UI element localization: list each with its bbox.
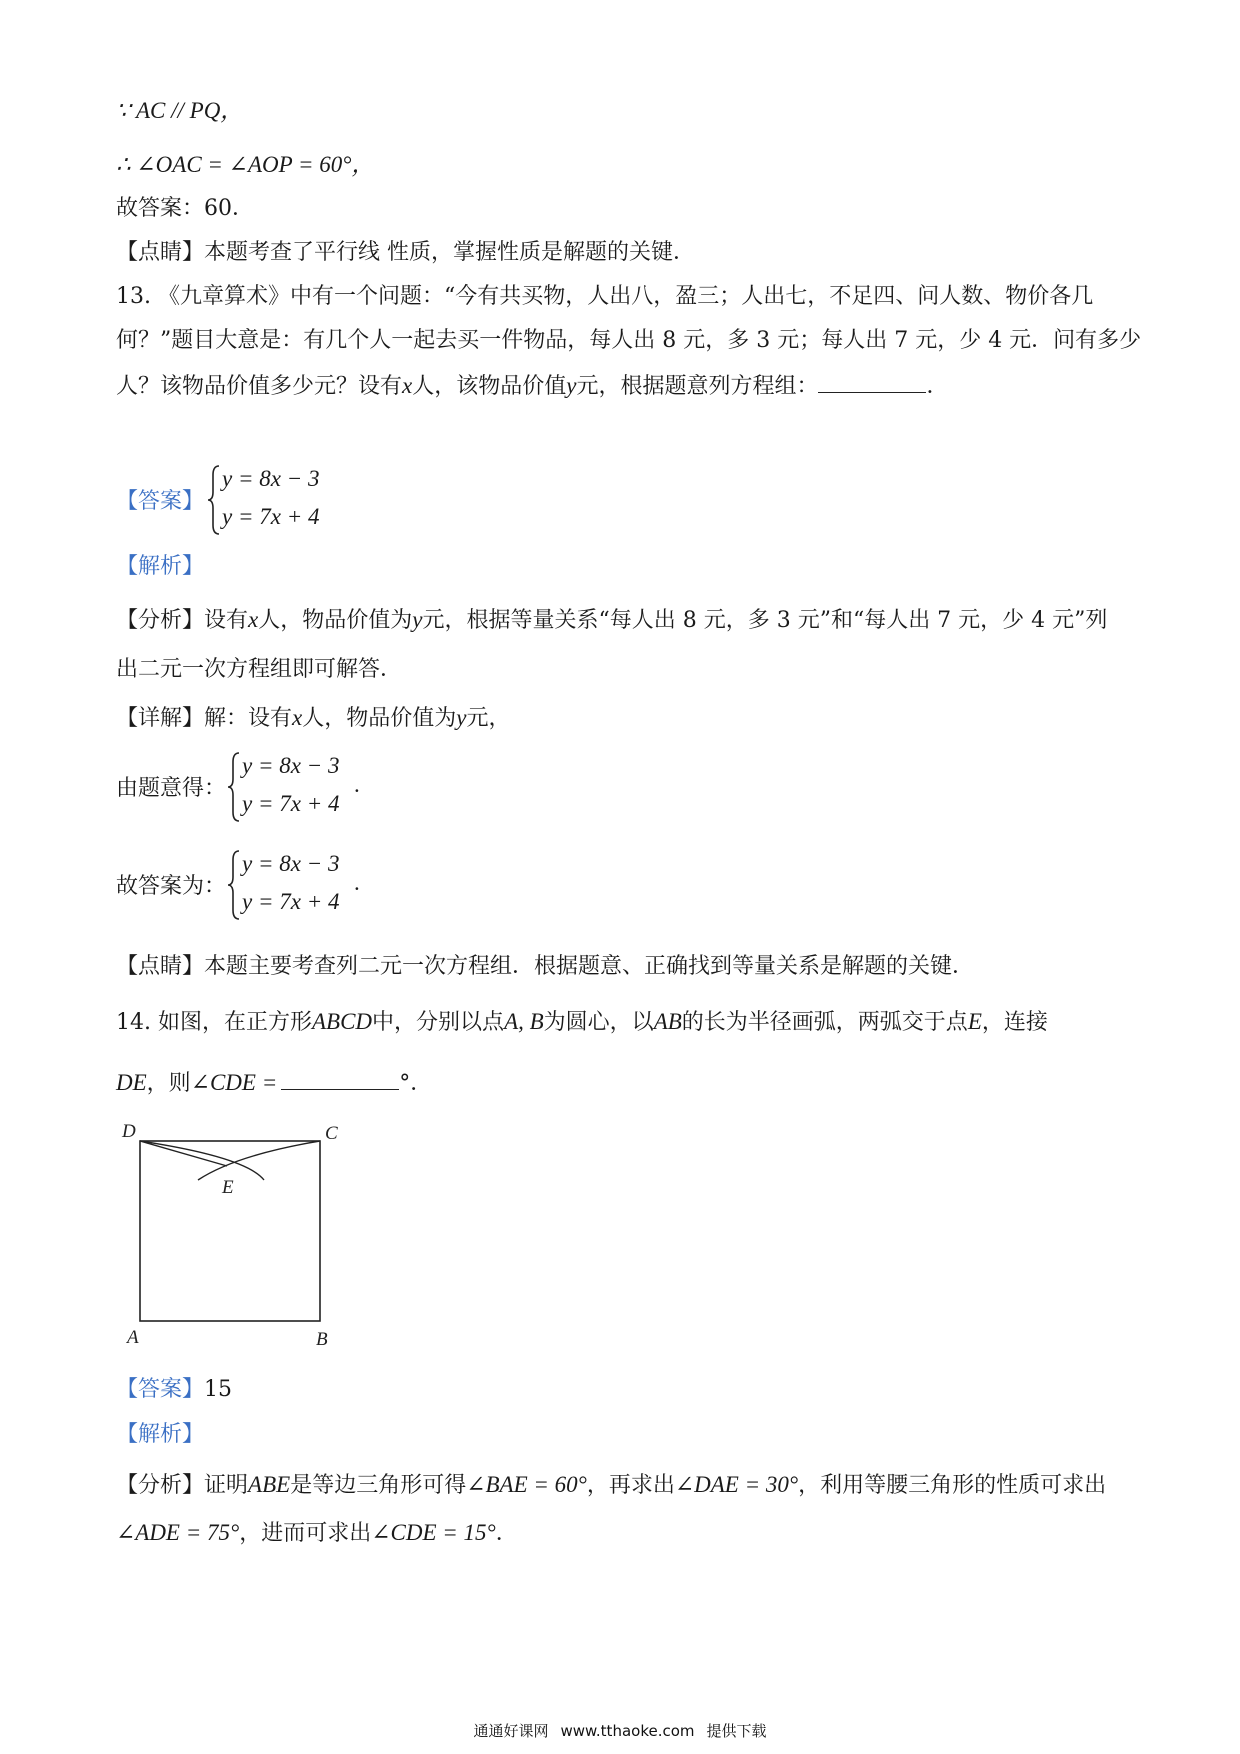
answer-tag-13: 【答案】 <box>116 489 205 514</box>
analysis-tag-14: 【解析】 <box>116 1422 205 1447</box>
xj13-line: 【详解】解：设有x人，物品价值为y元， <box>116 705 511 731</box>
equation-2: y = 7x + 4 <box>222 504 320 529</box>
equation-system-3 <box>226 848 376 922</box>
label-d: D <box>122 1121 136 1142</box>
fx14-line-2: ∠ADE = 75°，进而可求出∠CDE = 15°． <box>116 1520 518 1546</box>
square-figure <box>116 1115 356 1355</box>
analysis-tag-13: 【解析】 <box>116 554 205 579</box>
answer-blank-14 <box>281 1067 399 1090</box>
page-footer <box>0 1720 1240 1741</box>
period: . <box>354 870 360 895</box>
label-e: E <box>222 1177 234 1198</box>
brace-icon <box>226 750 242 824</box>
equation-1: y = 8x − 3 <box>222 466 320 491</box>
segment-de <box>140 1141 227 1166</box>
fx13-line-1: 【分析】设有x人，物品价值为y元，根据等量关系“每人出 8 元，多 3 元”和“每人出 7 元，少 4 元”列 <box>116 607 1108 633</box>
q13-line-2: 何？”题目大意是：有几个人一起去买一件物品，每人出 8 元，多 3 元；每人出 7 元，少 4 元．问有多少 <box>116 328 1142 353</box>
q13-line-1: 13. 《九章算术》中有一个问题：“今有共买物，人出八，盈三；人出七，不足四、问人数、物价各几 <box>116 284 1094 309</box>
system-lead-2: 故答案为： <box>116 874 227 899</box>
equation-1: y = 8x − 3 <box>242 753 340 778</box>
answer-line: 故答案：60． <box>116 196 254 221</box>
answer-14: 【答案】15 <box>116 1377 233 1402</box>
brace-icon <box>206 463 222 537</box>
equation-1: y = 8x − 3 <box>242 851 340 876</box>
proof-line-2: ∴ ∠OAC = ∠AOP = 60°， <box>116 152 375 177</box>
arc-from-b <box>198 1141 320 1180</box>
footer-note: 提供下载 <box>706 1722 767 1740</box>
equation-system-2 <box>226 750 376 824</box>
square-abcd <box>140 1141 320 1321</box>
system-lead-1: 由题意得： <box>116 776 227 801</box>
equation-2: y = 7x + 4 <box>242 889 340 914</box>
equation-2: y = 7x + 4 <box>242 791 340 816</box>
label-b: B <box>316 1329 328 1350</box>
brace-icon <box>226 848 242 922</box>
answer-blank-13 <box>818 370 926 393</box>
period: . <box>354 772 360 797</box>
footer-site: 通通好课网 <box>473 1722 549 1740</box>
summary-line: 【点睛】本题考查了平行线 性质，掌握性质是解题的关键． <box>116 240 696 265</box>
q14-line-1: 14. 如图，在正方形ABCD中，分别以点A, B为圆心，以AB的长为半径画弧，两弧交于点E，连接 <box>116 1009 1048 1035</box>
dj13-line: 【点睛】本题主要考查列二元一次方程组．根据题意、正确找到等量关系是解题的关键． <box>116 954 975 979</box>
fx14-line-1: 【分析】证明ABE是等边三角形可得∠BAE = 60°，再求出∠DAE = 30°，利用等腰三角形的性质可求出 <box>116 1472 1107 1498</box>
fx13-line-2: 出二元一次方程组即可解答． <box>116 657 403 682</box>
q14-line-2: DE，则∠CDE = °． <box>116 1067 432 1099</box>
q13-line-3: 人？该物品价值多少元？设有x人，该物品价值y元，根据题意列方程组： ． <box>116 370 949 402</box>
label-c: C <box>325 1123 338 1144</box>
proof-line-1: ∵ AC // PQ， <box>116 98 244 123</box>
label-a: A <box>127 1327 139 1348</box>
equation-system-answer <box>206 463 346 537</box>
footer-url[interactable]: www.tthaoke.com <box>560 1722 695 1740</box>
